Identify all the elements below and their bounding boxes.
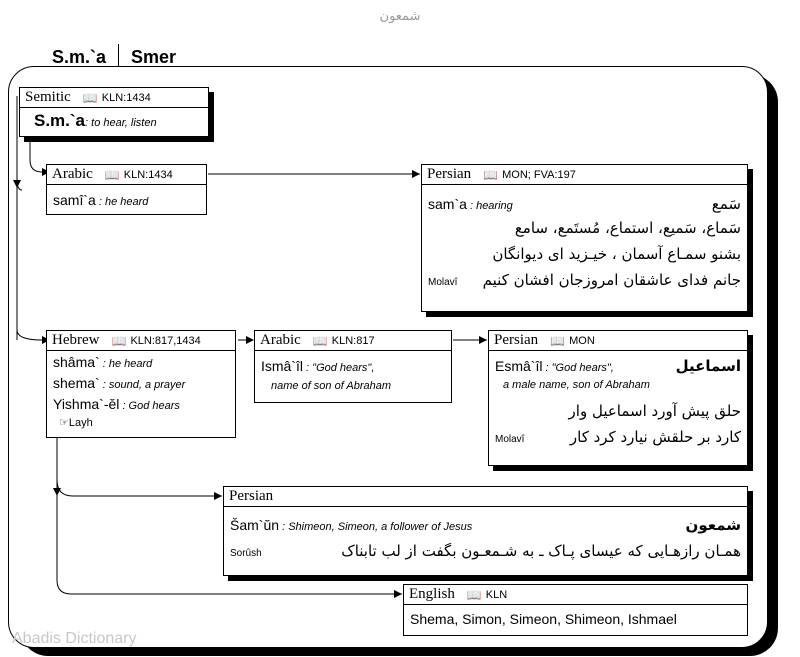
arrow-trunk xyxy=(13,180,21,188)
persian2-poem-line-1: حلق پیش آورد اسماعیل وار xyxy=(568,402,741,420)
hebrew-header xyxy=(46,330,236,351)
book-icon: 📖 xyxy=(104,167,120,182)
hebrew-word-1: shâma` xyxy=(53,354,100,370)
english-ref[interactable]: KLN xyxy=(485,588,508,601)
page-title: شمعون xyxy=(379,9,421,24)
arabic-word: samî`a xyxy=(53,192,96,208)
heading-next-entry[interactable]: Smer xyxy=(131,46,177,67)
book-icon: 📖 xyxy=(466,587,482,602)
english-box xyxy=(403,584,748,636)
persian3-arabic-script: شمعون xyxy=(685,516,741,534)
english-equivalents: Shema, Simon, Simeon, Shimeon, Ishmael xyxy=(410,611,677,627)
persian1-poem-line-2: جانم فدای عاشقان امروزجان افشان کنیم xyxy=(482,271,741,289)
persian1-arabic-script: سَمع xyxy=(711,195,741,213)
book-icon: 📖 xyxy=(312,333,328,348)
persian2-gloss-2: a male name, son of Abraham xyxy=(503,379,650,391)
book-icon: 📖 xyxy=(111,333,127,348)
persian1-lang: Persian xyxy=(427,166,472,182)
english-body xyxy=(403,605,748,636)
arabic2-gloss: : "God hears", xyxy=(303,362,375,374)
hebrew-see-also-link[interactable]: Layh xyxy=(68,417,93,429)
arabic-lang: Arabic xyxy=(52,166,93,182)
persian-box-1 xyxy=(421,164,748,312)
book-icon: 📖 xyxy=(550,333,566,348)
arrow-persian2 xyxy=(479,336,487,344)
arrow-arabic2 xyxy=(246,336,254,344)
hebrew-gloss-1: : he heard xyxy=(99,358,153,370)
arrow-persian3 xyxy=(214,492,222,500)
hebrew-body xyxy=(46,351,236,438)
arabic-gloss: : he heard xyxy=(95,196,149,208)
hebrew-ref[interactable]: KLN:817,1434 xyxy=(130,334,201,347)
arabic2-word: Ismâ`îl xyxy=(261,358,303,374)
book-icon: 📖 xyxy=(82,90,98,105)
semitic-gloss: : to hear, listen xyxy=(85,117,157,129)
arabic2-gloss-2: name of son of Abraham xyxy=(271,380,392,392)
persian3-word: Šam`ŭn xyxy=(230,517,280,533)
arabic2-ref[interactable]: KLN:817 xyxy=(331,334,375,347)
persian3-header xyxy=(223,486,748,507)
persian-box-3 xyxy=(223,486,748,576)
semitic-to-hebrew-line xyxy=(17,330,42,340)
persian2-gloss: : "God hears", xyxy=(542,362,614,374)
arabic2-header xyxy=(254,330,452,351)
arabic-box xyxy=(46,164,207,215)
arrow-english xyxy=(394,590,402,598)
hebrew-box xyxy=(46,330,236,438)
persian2-poem-line-2: کارد بر حلقش نیارد کرد کار xyxy=(569,428,741,446)
persian1-header xyxy=(421,164,748,185)
hebrew-gloss-2: : sound, a prayer xyxy=(99,379,186,391)
arabic-header xyxy=(46,164,207,185)
persian1-word: sam`a xyxy=(428,196,467,212)
persian2-source: Molavî xyxy=(495,434,525,445)
heading-root: S.m.`a xyxy=(52,46,107,67)
arabic2-body xyxy=(254,351,452,403)
persian1-body xyxy=(421,185,748,312)
persian2-header xyxy=(488,330,748,351)
persian1-ref[interactable]: MON; FVA:197 xyxy=(502,168,576,181)
persian2-word: Esmâ`îl xyxy=(495,358,543,374)
persian2-lang: Persian xyxy=(494,332,539,348)
persian1-derivatives: سَماع، سَمیع، استماع، مُستَمع، سامع xyxy=(514,219,741,237)
book-icon: 📖 xyxy=(483,167,499,182)
persian3-lang: Persian xyxy=(229,488,274,504)
persian3-gloss: : Shimeon, Simeon, a follower of Jesus xyxy=(279,521,473,533)
arabic-box-2 xyxy=(254,330,452,403)
arabic-body xyxy=(46,185,207,215)
persian3-body xyxy=(223,507,748,576)
persian3-source: Sorûsh xyxy=(230,548,262,559)
persian-box-2 xyxy=(488,330,748,466)
hebrew-lang: Hebrew xyxy=(52,332,100,348)
semitic-to-arabic-line xyxy=(30,138,42,172)
persian1-poem-line-1: بشنو سمـاع آسمان ، خیـزید ای دیوانگان xyxy=(492,245,741,263)
pointing-hand-icon: ☞ xyxy=(59,417,69,429)
semitic-word: S.m.`a xyxy=(34,111,86,130)
persian2-arabic-script: اسماعیل xyxy=(675,357,741,375)
english-lang: English xyxy=(409,586,455,602)
persian2-ref[interactable]: MON xyxy=(569,334,595,347)
hebrew-gloss-3: : God hears xyxy=(119,400,180,412)
arrow-persian1 xyxy=(412,170,420,178)
semitic-header xyxy=(19,87,209,108)
persian1-gloss: : hearing xyxy=(466,200,513,212)
arabic-ref[interactable]: KLN:1434 xyxy=(123,168,173,181)
arrow-down-persian3 xyxy=(53,488,61,496)
hebrew-to-persian3-line xyxy=(57,437,222,496)
english-header xyxy=(403,584,748,605)
watermark: Abadis Dictionary xyxy=(12,630,137,647)
semitic-box xyxy=(19,87,209,137)
semitic-ref[interactable]: KLN:1434 xyxy=(101,91,151,104)
persian1-source: Molavî xyxy=(428,277,458,288)
hebrew-word-3: Yishma`-ĕl xyxy=(53,396,120,412)
semitic-body xyxy=(19,108,209,137)
hebrew-word-2: shema` xyxy=(53,375,100,391)
persian2-body xyxy=(488,351,748,466)
arabic2-lang: Arabic xyxy=(260,332,301,348)
semitic-lang: Semitic xyxy=(25,89,71,105)
persian3-poem: همـان رازهـایی که عیسای پـاک ـ به شـمعـون بگفت از لب تابناک xyxy=(341,542,741,560)
